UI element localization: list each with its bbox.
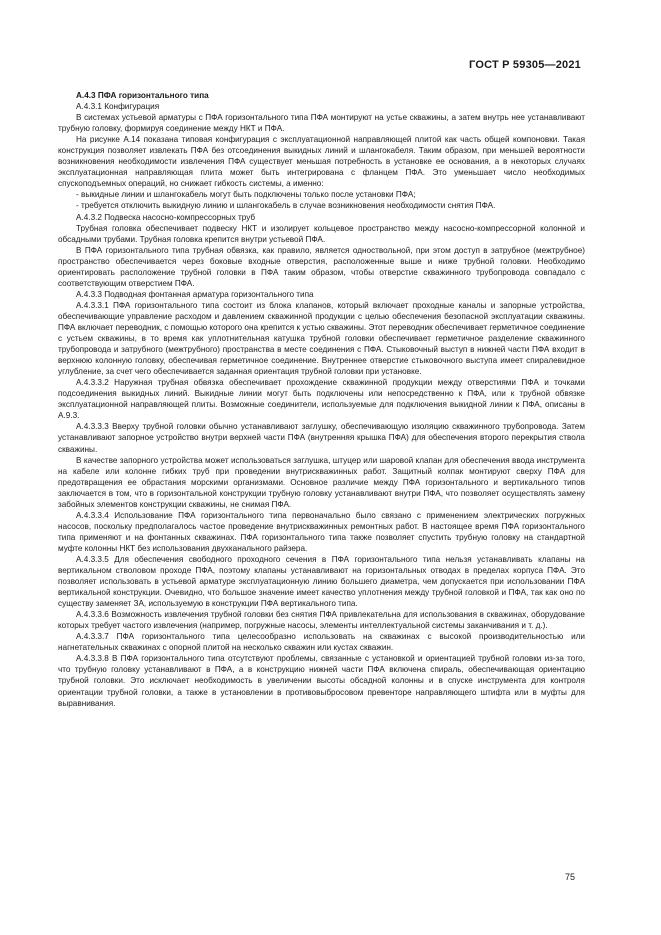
list-item: - требуется отключить выкидную линию и шлангокабель в случае возникновения необходимости снятия ПФА. [76, 201, 496, 211]
paragraph: В ПФА горизонтального типа трубная обвязка, как правило, является одноствольной, при этом доступ в затрубное (межтрубное) пространство обеспечивается через боковые входные отверстия, расположенные выше и ниже трубной головки. Необходимо ориентировать расположение трубной головки в ПФА таким образом, чтобы отверстие скважинного трубопровода совпадало с соответствующим отверстием ПФА. [58, 245, 585, 288]
paragraph: А.4.3.3.2 Наружная трубная обвязка обеспечивает прохождение скважинной продукции между отверстиями ПФА и точками подсоединения выкидных линий. Выкидные линии могут быть подключены или непосредственно к ПФА, или к трубной обвязке эксплуатационной направляющей плиты. Возможные соединители, используемые для подключения выкидной линии к ПФА, описаны в А.9.3. [58, 378, 585, 421]
paragraph: А.4.3.3.7 ПФА горизонтального типа целесообразно использовать на скважинах с высокой производительностью или нагнетательных скважинах с опорной плитой на несколько скважин или кустах скважин. [58, 632, 585, 653]
page-number: 75 [564, 872, 575, 882]
paragraph: А.4.3.3.6 Возможность извлечения трубной головки без снятия ПФА привлекательна для использования в скважинах, оборудование которых требует частого извлечения (например, погружные насосы, элементы интеллектуальной системы заканчивания и т. д.). [58, 610, 585, 631]
subsection-heading: А.4.3.3 Подводная фонтанная арматура горизонтального типа [76, 289, 314, 299]
paragraph: А.4.3.3.4 Использование ПФА горизонтального типа первоначально было связано с применением электрических погружных насосов, поскольку предполагалось частое проведение внутрискважинных ремонтных работ. В настоящее время ПФА горизонтального типа применяют и на фонтанных скважинах. ПФА горизонтального типа также позволяет спустить трубную головку на стандартной муфте колонны НКТ без использования двухканального райзера. [58, 510, 585, 553]
standard-code: ГОСТ Р 59305—2021 [469, 59, 581, 71]
paragraph: А.4.3.3.5 Для обеспечения свободного проходного сечения в ПФА горизонтального типа нельзя устанавливать клапаны на вертикальном стволовом проходе ПФА, поэтому клапаны устанавливают на горизонтальных отводах в пределах корпуса ПФА. Это позволяет использовать в устьевой арматуре эксплуатационную линию большего диаметра, чем допускается при использовании ПФА вертикальной конструкции. Очевидно, что большое значение имеет качество уплотнения между трубной головкой и ПФА, так как оно по существу заменяет ЗА, используемую в конструкции ПФА вертикального типа. [58, 554, 585, 609]
paragraph: В системах устьевой арматуры с ПФА горизонтального типа ПФА монтируют на устье скважины, а затем внутрь нее устанавливают трубную головку, формируя соединение между НКТ и ПФА. [58, 113, 585, 134]
paragraph: В качестве запорного устройства может использоваться заглушка, штуцер или шаровой клапан для обеспечения ввода инструмента на кабеле или колонне гибких труб при проведении внутрискважинных работ. Защитный колпак монтируют сверху ПФА для предотвращения ее обрастания морскими организмами. Основное различие между ПФА горизонтального и вертикального типов заключается в том, что в горизонтальной конструкции трубную головку устанавливают внутри ПФА, что позволяет осуществлять замену забойных элементов конструкции скважины, не снимая ПФА. [58, 455, 585, 509]
subsection-heading: А.4.3.1 Конфигурация [76, 102, 160, 112]
paragraph: На рисунке А.14 показана типовая конфигурация с эксплуатационной направляющей плитой как часть общей компоновки. Такая конструкция позволяет извлекать ПФА без отсоединения выкидных линий и шлангокабеля. Таким образом, при меньшей вероятности возникновения необходимости извлечения ПФА существует меньшая потребность в установке ее основания, а в некоторых случаях эксплуатационная направляющая плита может быть интегрирована с фланцем ПФА. Это уменьшает число необходимых спускоподъемных операций, но снижает гибкость системы, а именно: [58, 135, 585, 189]
section-heading-a433: А.4.3 ПФА горизонтального типа [76, 91, 209, 100]
subsection-heading: А.4.3.2 Подвеска насосно-компрессорных труб [76, 212, 256, 222]
paragraph: А.4.3.3.8 В ПФА горизонтального типа отсутствуют проблемы, связанные с установкой и ориентацией трубной головки из-за того, что трубную головку устанавливают в ПФА, а в конструкцию нижней части ПФА включена спираль, обеспечивающая ориентацию трубной головки. Это исключает необходимость в увеличении высоты обсадной колонны и в спуске инструмента для контроля ориентации трубной головки, а также в установлении в противовыбросовом превенторе направляющего штифта или в муфты для выравнивания. [58, 654, 585, 708]
document-body [58, 90, 585, 709]
paragraph: А.4.3.3.1 ПФА горизонтального типа состоит из блока клапанов, который включает проходные каналы и запорные устройства, обеспечивающие управление расходом и давлением скважинной продукции с целью обеспечения безопасной эксплуатации скважины. ПФА включает переводник, с помощью которого она крепится к устью скважины. Этот переводник обеспечивает герметичное соединение с устьем скважины, в то время как уплотнительная катушка трубной головки обеспечивает герметичное разделение скважинного трубопровода и затрубного (межтрубного) пространства в месте соединения с ПФА. Стыковочный выступ в нижней части ПФА входит в верхнюю колонную головку, обеспечивая герметичное соединение. Внутреннее отверстие стыковочного выступа имеет спиралевидное углубление, за счет чего обеспечивается заданная ориентация трубной головки при установке. [58, 300, 585, 377]
list-item: - выкидные линии и шлангокабель могут быть подключены только после установки ПФА; [76, 190, 416, 200]
paragraph: Трубная головка обеспечивает подвеску НКТ и изолирует кольцевое пространство между насосно-компрессорной колонной и обсадными трубами. Трубная головка крепится внутри устьевой ПФА. [58, 223, 585, 244]
paragraph: А.4.3.3.3 Вверху трубной головки обычно устанавливают заглушку, обеспечивающую изоляцию скважинного трубопровода. Затем устанавливают запорное устройство внутри верхней части ПФА (внутренняя крышка ПФА) для обеспечения второго перекрытия ствола скважины. [58, 422, 585, 454]
